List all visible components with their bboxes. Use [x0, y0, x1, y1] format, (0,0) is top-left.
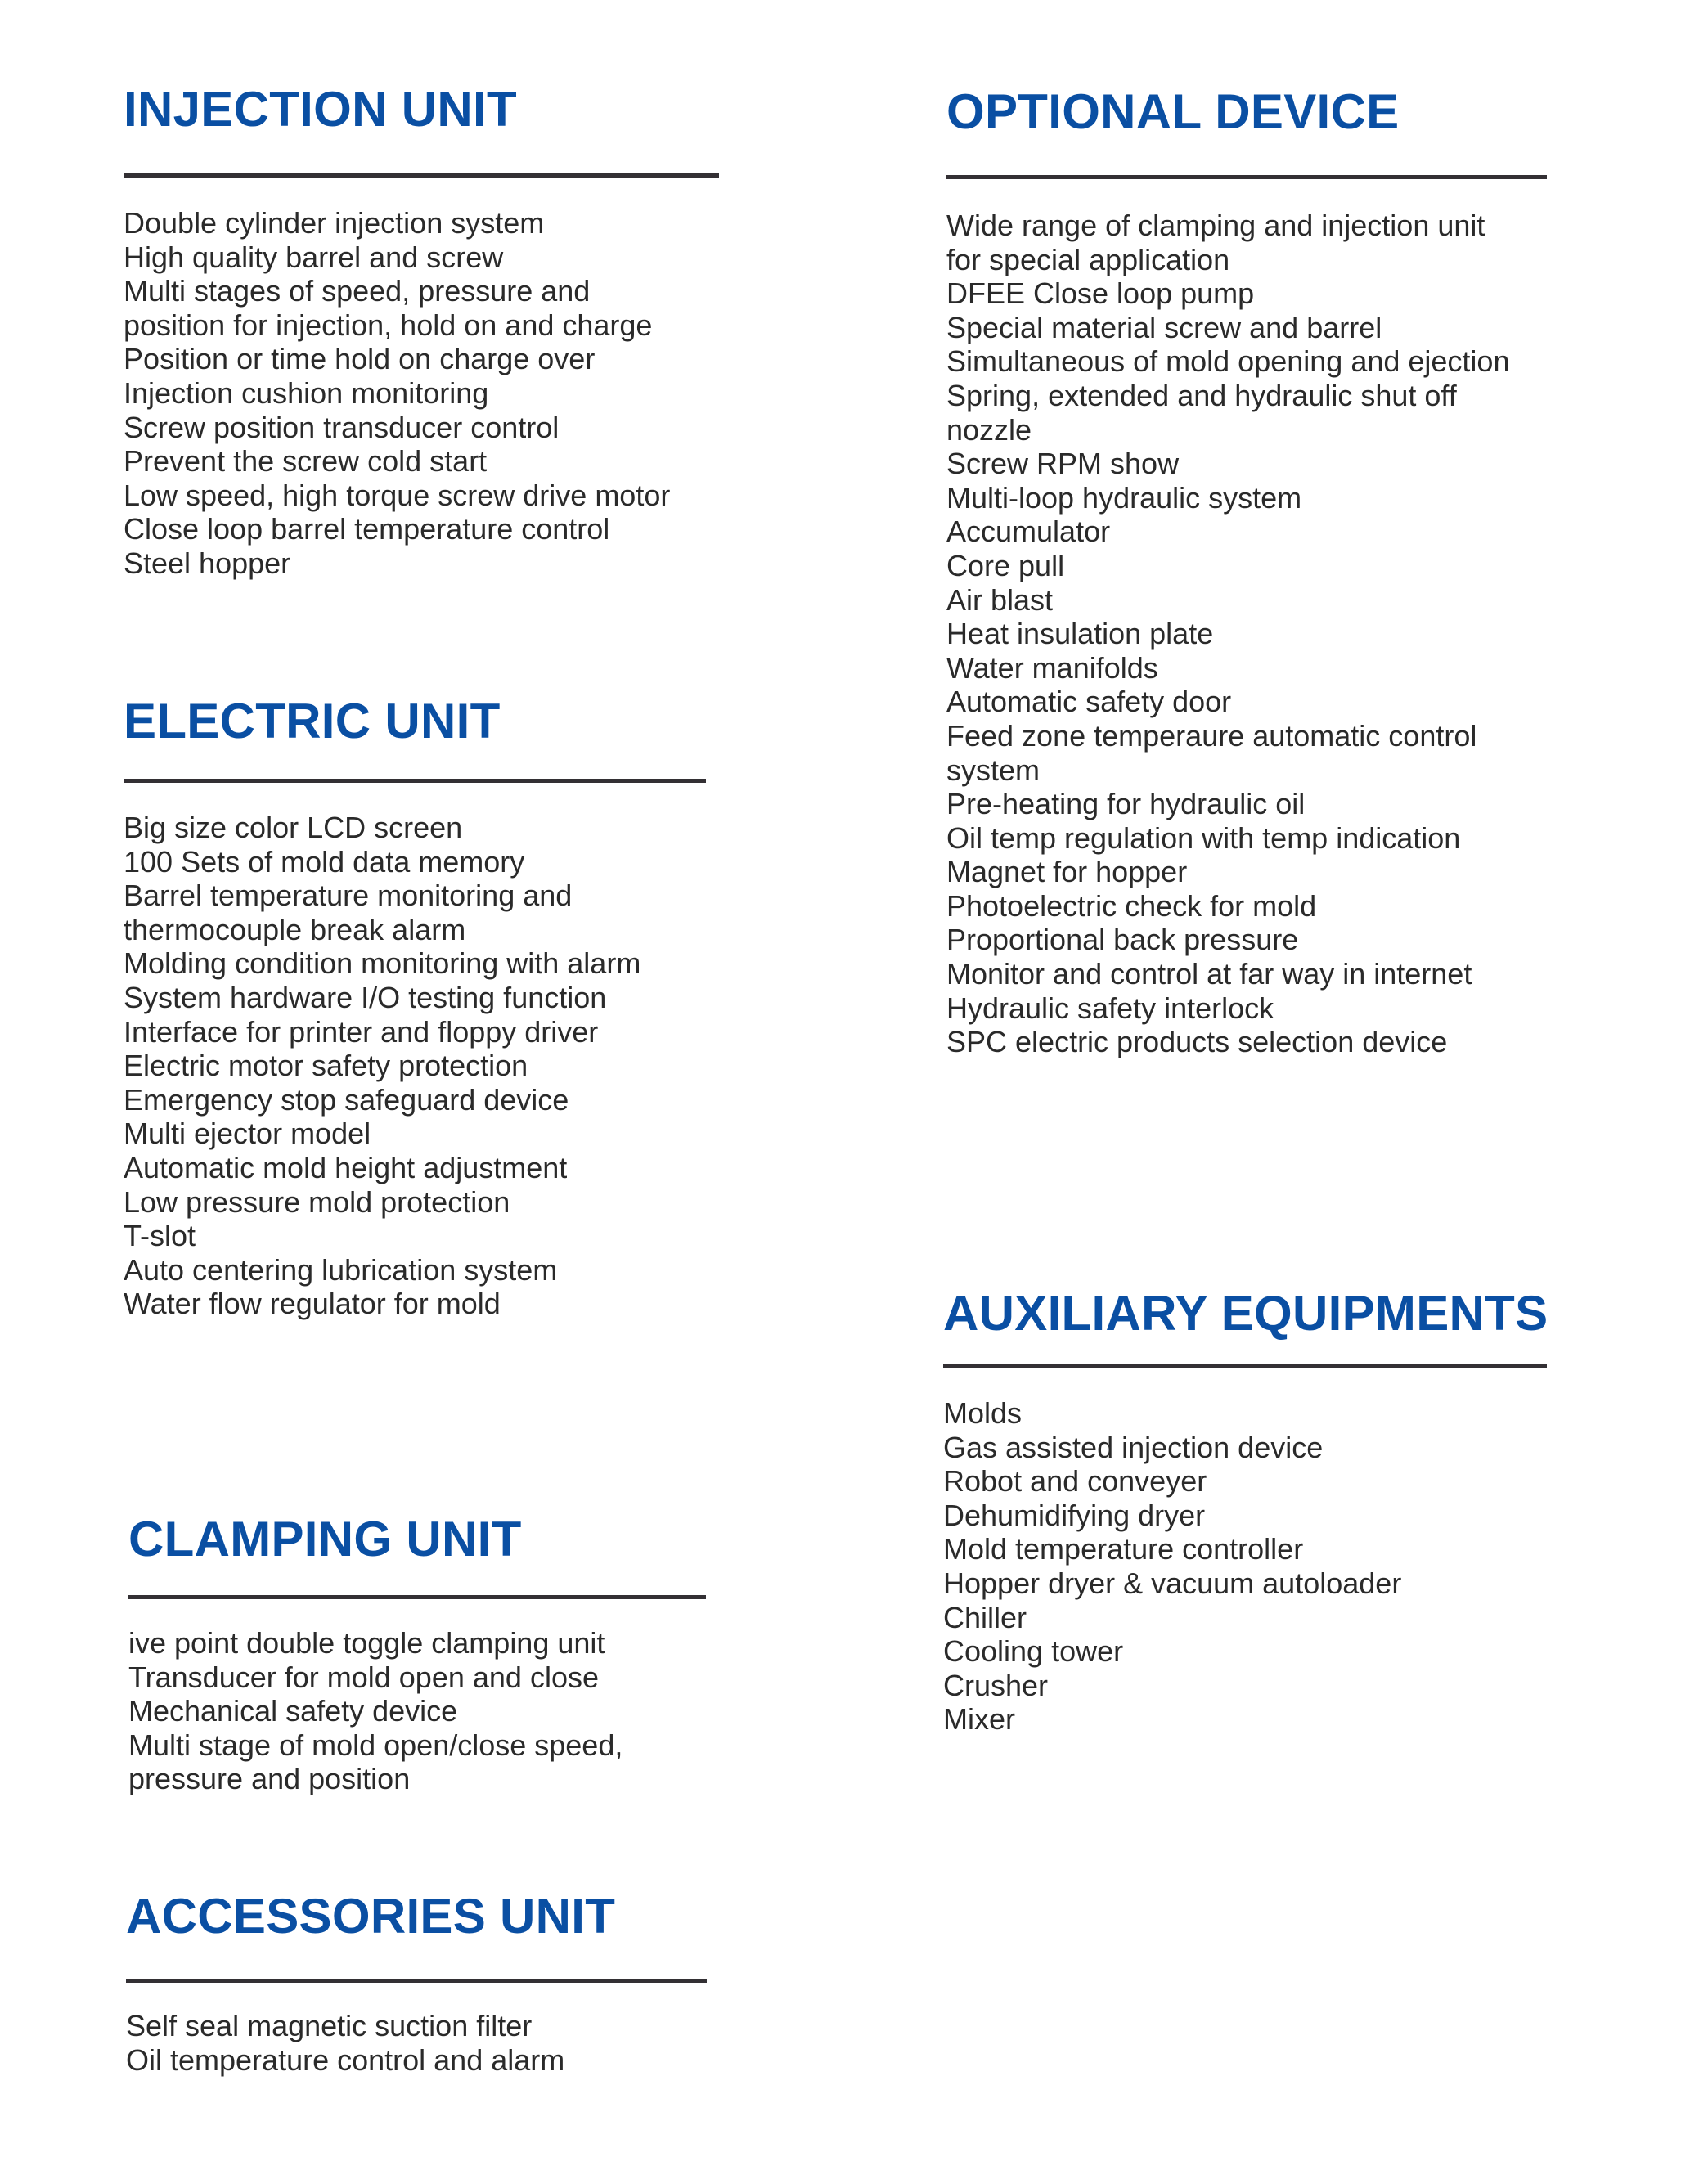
feature-item: Automatic mold height adjustment: [124, 1150, 568, 1184]
feature-item: Robot and conveyer: [943, 1464, 1207, 1499]
feature-item: Multi ejector model: [124, 1117, 371, 1151]
feature-item: Prevent the screw cold start: [124, 444, 488, 479]
feature-item: Multi-loop hydraulic system: [946, 480, 1302, 515]
section-title: ELECTRIC UNIT: [124, 694, 501, 748]
section-electric-unit: [124, 694, 712, 1321]
feature-item: Emergency stop safeguard device: [124, 1082, 569, 1117]
section-optional-device: [946, 84, 1568, 1059]
feature-item: Magnet for hopper: [946, 855, 1188, 889]
feature-item: Proportional back pressure: [946, 923, 1299, 957]
feature-item: Crusher: [943, 1668, 1049, 1702]
section-divider: [128, 1595, 706, 1599]
feature-item: Injection cushion monitoring: [124, 375, 489, 410]
feature-item: Oil temperature control and alarm: [126, 2042, 565, 2077]
feature-item: Low pressure mold protection: [124, 1184, 510, 1219]
feature-item: Photoelectric check for mold: [946, 888, 1317, 923]
feature-item: Water manifolds: [946, 650, 1158, 685]
feature-item: ive point double toggle clamping unit: [128, 1626, 605, 1660]
section-divider: [124, 173, 719, 178]
section-divider: [126, 1979, 707, 1983]
feature-item: Feed zone temperaure automatic control system: [946, 718, 1477, 787]
feature-list: [124, 206, 721, 581]
feature-item: DFEE Close loop pump: [946, 276, 1255, 311]
feature-item: Low speed, high torque screw drive motor: [124, 478, 671, 512]
feature-item: Hydraulic safety interlock: [946, 991, 1274, 1025]
feature-item: Core pull: [946, 548, 1065, 582]
feature-item: Screw RPM show: [946, 447, 1180, 481]
feature-item: Interface for printer and floppy driver: [124, 1014, 599, 1049]
section-auxiliary-equipments: [943, 1286, 1581, 1737]
feature-list: [128, 1626, 717, 1796]
feature-item: Dehumidifying dryer: [943, 1498, 1206, 1532]
feature-item: Auto centering lubrication system: [124, 1252, 558, 1287]
feature-item: Position or time hold on charge over: [124, 342, 596, 376]
feature-item: Multi stages of speed, pressure and position for injection, hold on and charge: [124, 274, 653, 342]
section-title: ACCESSORIES UNIT: [126, 1889, 616, 1944]
feature-item: Mold temperature controller: [943, 1532, 1304, 1566]
section-accessories-unit: [126, 1889, 715, 2077]
feature-item: Self seal magnetic suction filter: [126, 2009, 533, 2042]
feature-item: Accumulator: [946, 515, 1111, 549]
section-divider: [124, 779, 706, 783]
feature-item: 100 Sets of mold data memory: [124, 844, 525, 879]
feature-item: Hopper dryer & vacuum autoloader: [943, 1566, 1402, 1600]
section-title: OPTIONAL DEVICE: [946, 84, 1400, 139]
feature-item: SPC electric products selection device: [946, 1025, 1448, 1059]
feature-item: Water flow regulator for mold: [124, 1287, 501, 1321]
feature-item: Heat insulation plate: [946, 617, 1214, 651]
feature-item: Automatic safety door: [946, 685, 1232, 719]
section-title: CLAMPING UNIT: [128, 1512, 522, 1566]
section-divider: [943, 1364, 1547, 1368]
feature-item: Mixer: [943, 1702, 1015, 1737]
feature-list: [124, 811, 712, 1321]
section-title: INJECTION UNIT: [124, 82, 517, 137]
section-clamping-unit: [128, 1512, 717, 1796]
feature-item: Oil temp regulation with temp indication: [946, 820, 1461, 855]
feature-item: Chiller: [943, 1600, 1027, 1634]
feature-item: Simultaneous of mold opening and ejection: [946, 344, 1510, 379]
feature-item: Cooling tower: [943, 1634, 1124, 1669]
feature-item: Screw position transducer control: [124, 410, 560, 444]
section-divider: [946, 175, 1547, 179]
feature-list: [943, 1396, 1581, 1737]
feature-item: T-slot: [124, 1219, 196, 1253]
feature-list: [946, 209, 1568, 1059]
section-title: AUXILIARY EQUIPMENTS: [943, 1286, 1548, 1341]
feature-item: System hardware I/O testing function: [124, 980, 607, 1014]
feature-item: Pre-heating for hydraulic oil: [946, 787, 1306, 821]
feature-item: Double cylinder injection system: [124, 206, 545, 240]
feature-item: Mechanical safety device: [128, 1694, 458, 1728]
feature-item: Air blast: [946, 582, 1054, 617]
feature-item: Special material screw and barrel: [946, 310, 1382, 344]
feature-item: Barrel temperature monitoring and thermocouple break alarm: [124, 879, 573, 946]
feature-item: High quality barrel and screw: [124, 240, 504, 274]
feature-item: Molds: [943, 1396, 1023, 1430]
feature-item: Multi stage of mold open/close speed, pressure and position: [128, 1728, 623, 1796]
section-injection-unit: [124, 82, 721, 581]
feature-item: Steel hopper: [124, 546, 291, 580]
feature-list: [126, 2009, 715, 2077]
feature-item: Spring, extended and hydraulic shut off nozzle: [946, 378, 1457, 447]
feature-item: Wide range of clamping and injection unit for special application: [946, 209, 1485, 276]
feature-item: Transducer for mold open and close: [128, 1660, 599, 1694]
feature-item: Electric motor safety protection: [124, 1049, 528, 1083]
feature-item: Gas assisted injection device: [943, 1430, 1324, 1464]
feature-item: Close loop barrel temperature control: [124, 512, 610, 546]
feature-item: Big size color LCD screen: [124, 811, 463, 844]
feature-item: Monitor and control at far way in internet: [946, 957, 1472, 991]
feature-item: Molding condition monitoring with alarm: [124, 946, 641, 981]
